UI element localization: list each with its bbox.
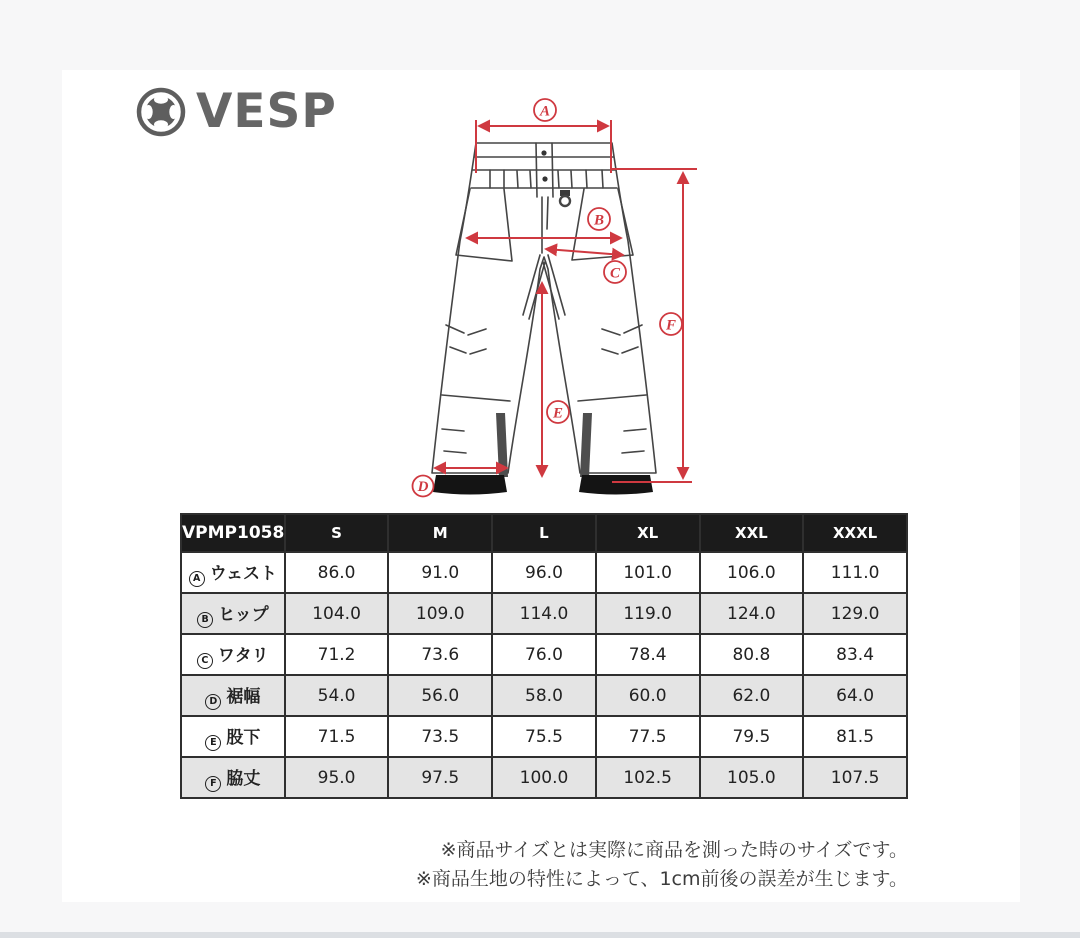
left-cuff — [433, 475, 507, 495]
row-label-waist: A ウェスト — [181, 552, 285, 593]
size-cell: 81.5 — [803, 716, 907, 757]
size-cell: 86.0 — [285, 552, 389, 593]
size-cell: 83.4 — [803, 634, 907, 675]
size-cell: 129.0 — [803, 593, 907, 634]
right-cuff — [579, 475, 653, 495]
row-hem-width — [181, 675, 907, 716]
size-cell: 71.2 — [285, 634, 389, 675]
col-header-xl: XL — [596, 514, 700, 552]
row-waist — [181, 552, 907, 593]
circled-letter: B — [197, 612, 213, 628]
row-label-thigh: C ワタリ — [181, 634, 285, 675]
label-b: B — [593, 212, 605, 229]
model-number: VPMP1058 — [181, 514, 285, 552]
brand-name: VESP — [196, 84, 337, 139]
pants-outline — [432, 143, 656, 473]
size-cell: 77.5 — [596, 716, 700, 757]
label-a: A — [539, 103, 551, 120]
size-cell: 73.6 — [388, 634, 492, 675]
size-cell: 91.0 — [388, 552, 492, 593]
size-cell: 119.0 — [596, 593, 700, 634]
size-table — [180, 513, 908, 799]
size-cell: 100.0 — [492, 757, 596, 798]
size-cell: 109.0 — [388, 593, 492, 634]
pants-measurement-diagram — [390, 95, 720, 507]
row-label-side-length: F 脇丈 — [181, 757, 285, 798]
size-cell: 104.0 — [285, 593, 389, 634]
col-header-s: S — [285, 514, 389, 552]
col-header-l: L — [492, 514, 596, 552]
size-cell: 71.5 — [285, 716, 389, 757]
size-cell: 114.0 — [492, 593, 596, 634]
size-cell: 111.0 — [803, 552, 907, 593]
size-cell: 54.0 — [285, 675, 389, 716]
label-d: D — [417, 479, 429, 495]
label-c: C — [609, 265, 621, 282]
size-cell: 78.4 — [596, 634, 700, 675]
label-e: E — [552, 405, 564, 422]
size-cell: 60.0 — [596, 675, 700, 716]
size-cell: 64.0 — [803, 675, 907, 716]
footnote-line: ※商品サイズとは実際に商品を測った時のサイズです。 — [440, 839, 908, 861]
size-cell: 58.0 — [492, 675, 596, 716]
size-table-header-row — [181, 514, 907, 552]
col-header-xxl: XXL — [700, 514, 804, 552]
circled-letter: A — [189, 571, 205, 587]
size-cell: 102.5 — [596, 757, 700, 798]
size-cell: 75.5 — [492, 716, 596, 757]
circled-letter: E — [205, 735, 221, 751]
bottom-edge-strip — [0, 932, 1080, 938]
col-header-m: M — [388, 514, 492, 552]
row-thigh — [181, 634, 907, 675]
footnotes — [416, 836, 908, 894]
size-cell: 107.5 — [803, 757, 907, 798]
circled-letter: D — [205, 694, 221, 710]
size-cell: 106.0 — [700, 552, 804, 593]
circled-letter: F — [205, 776, 221, 792]
vesp-shutter-icon — [135, 86, 187, 138]
size-cell: 73.5 — [388, 716, 492, 757]
size-cell: 76.0 — [492, 634, 596, 675]
row-hip — [181, 593, 907, 634]
brand-logo — [135, 86, 337, 138]
size-cell: 105.0 — [700, 757, 804, 798]
row-label-inseam: E 股下 — [181, 716, 285, 757]
row-label-hip: B ヒップ — [181, 593, 285, 634]
col-header-xxxl: XXXL — [803, 514, 907, 552]
circled-letter: C — [197, 653, 213, 669]
size-cell: 97.5 — [388, 757, 492, 798]
size-cell: 56.0 — [388, 675, 492, 716]
row-side-length — [181, 757, 907, 798]
row-inseam — [181, 716, 907, 757]
footnote-line: ※商品生地の特性によって、1cm前後の誤差が生じます。 — [415, 868, 908, 890]
row-label-hem-width: D 裾幅 — [181, 675, 285, 716]
size-cell: 124.0 — [700, 593, 804, 634]
size-cell: 79.5 — [700, 716, 804, 757]
size-cell: 96.0 — [492, 552, 596, 593]
size-cell: 62.0 — [700, 675, 804, 716]
size-cell: 95.0 — [285, 757, 389, 798]
size-cell: 101.0 — [596, 552, 700, 593]
size-cell: 80.8 — [700, 634, 804, 675]
label-f: F — [665, 317, 677, 334]
